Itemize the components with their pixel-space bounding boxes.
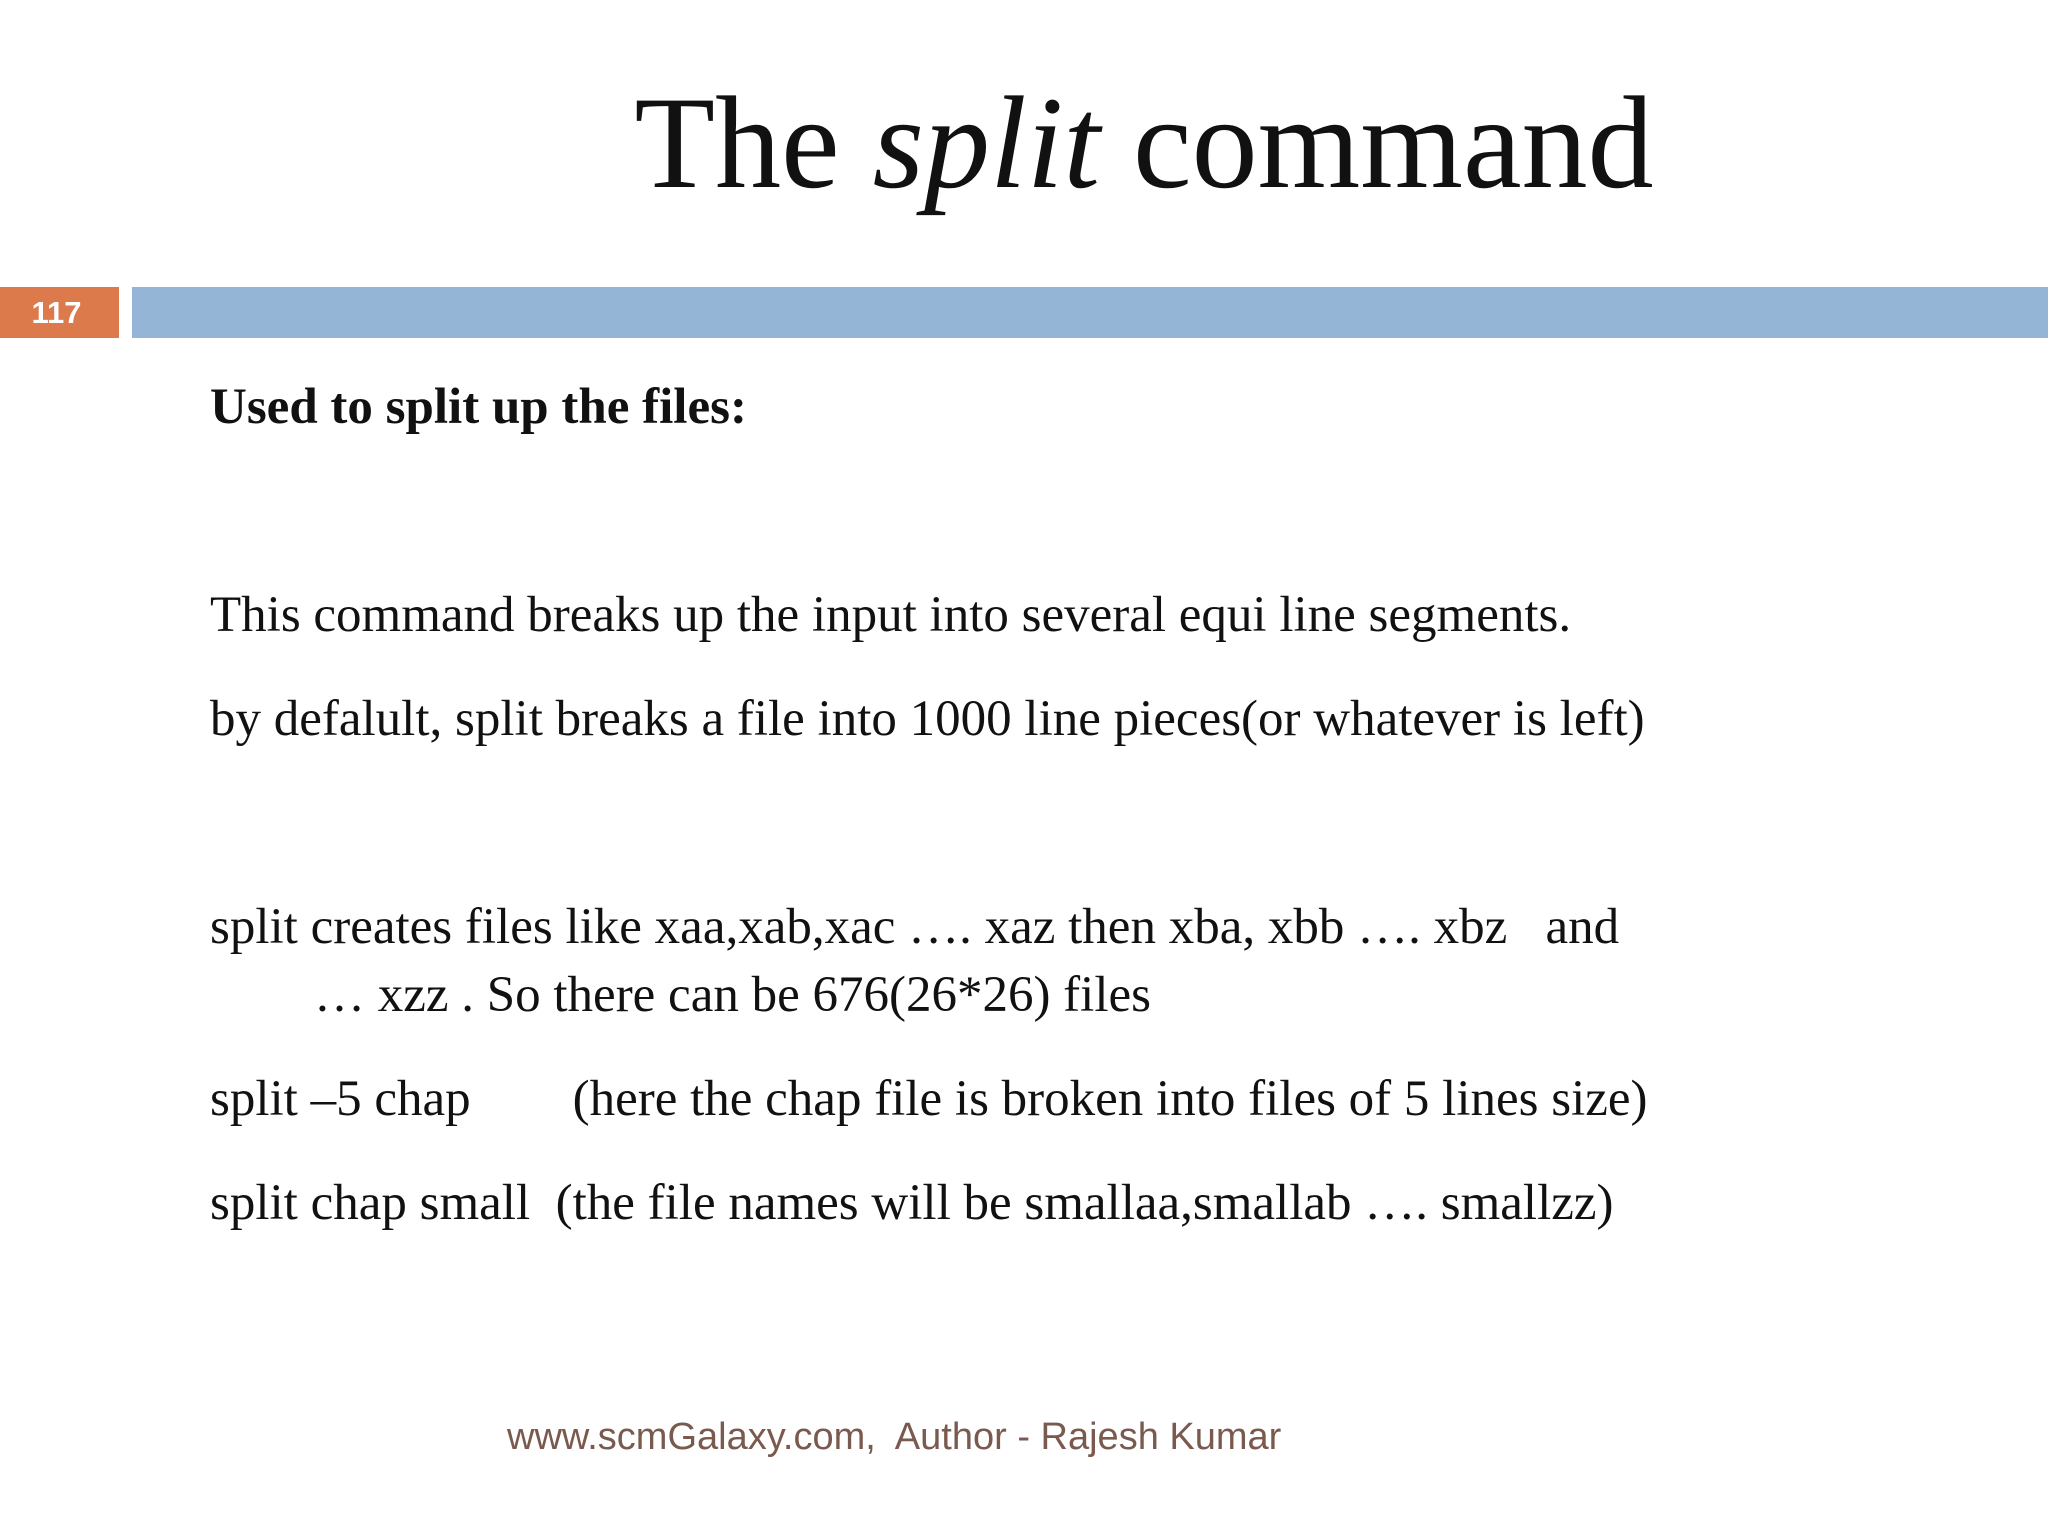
title-divider-bar: [132, 287, 2048, 338]
body-line: split –5 chap (here the chap file is broken into files of 5 lines size): [210, 1071, 1648, 1127]
body-line-continuation: … xzz . So there can be 676(26*26) files: [314, 967, 1151, 1023]
body-line: split creates files like xaa,xab,xac …. xaz then xba, xbb …. xbz and: [210, 899, 1620, 955]
body-line: by defalult, split breaks a file into 1000 line pieces(or whatever is left): [210, 691, 1645, 747]
body-line: This command breaks up the input into several equi line segments.: [210, 587, 1572, 643]
slide-title: [0, 68, 2048, 218]
title-text-italic: split: [872, 69, 1101, 216]
body-line: split chap small (the file names will be smallaa,smallab …. smallzz): [210, 1175, 1614, 1231]
title-text-end: command: [1100, 69, 1654, 216]
slide-footer: www.scmGalaxy.com, Author - Rajesh Kumar: [507, 1416, 1282, 1458]
title-text-start: The: [634, 69, 873, 216]
body-heading: Used to split up the files:: [210, 379, 747, 435]
slide-number-badge: 117: [0, 287, 119, 338]
